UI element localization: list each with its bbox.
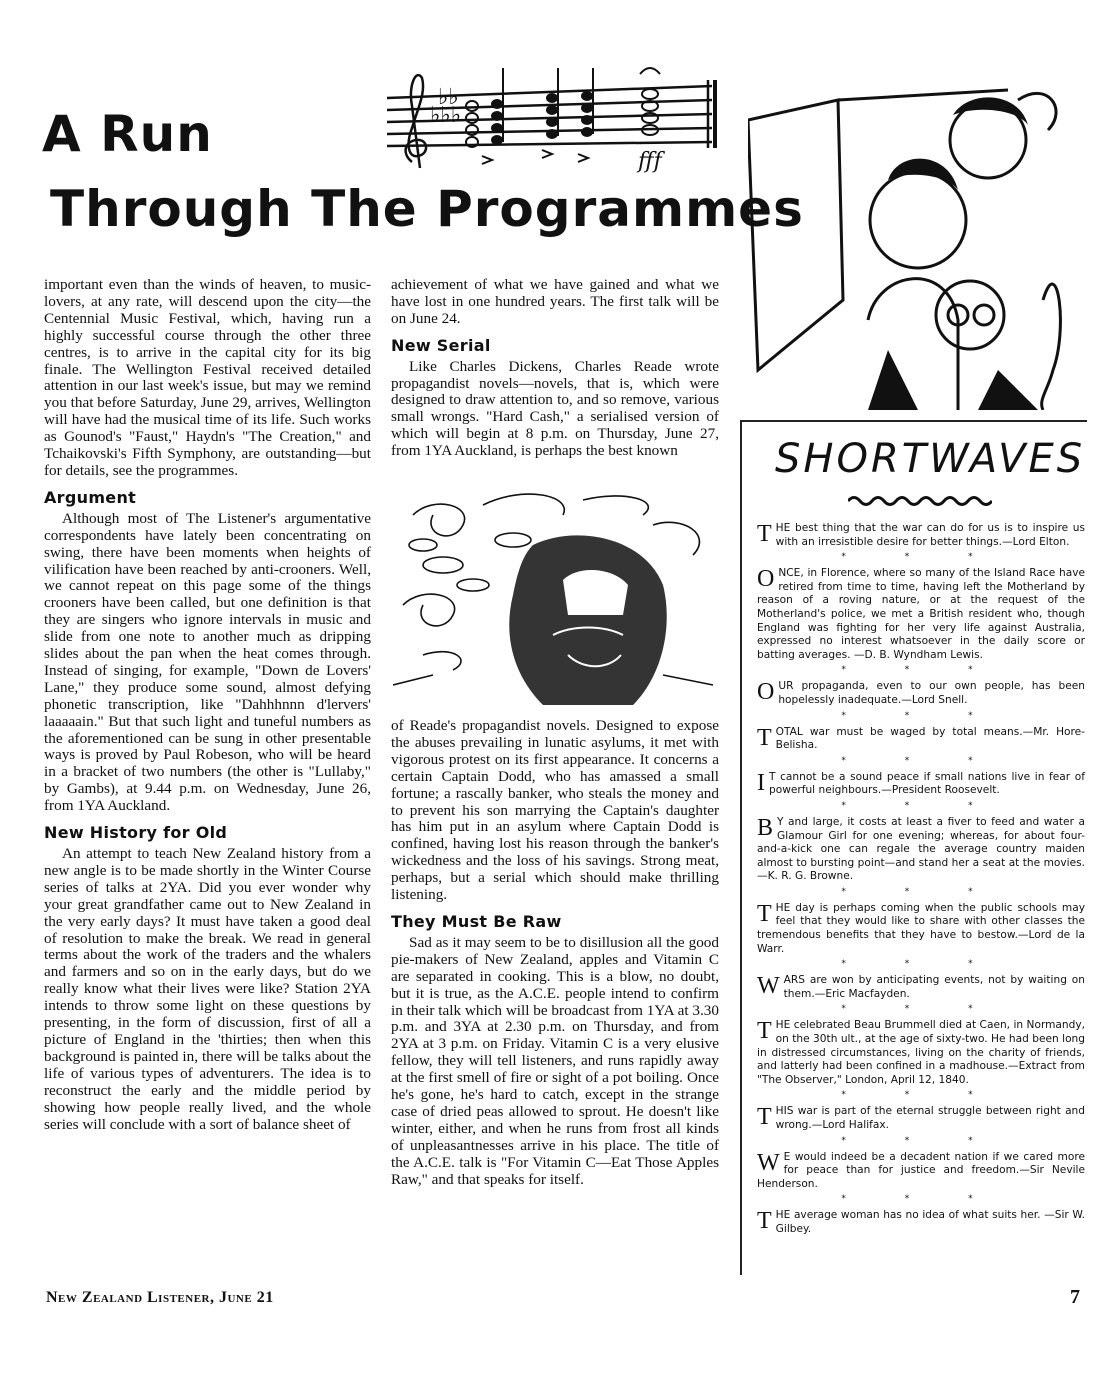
- quote-text: ARS are won by anticipating events, not by waiting on them.—Eric Macfayden.: [783, 974, 1085, 1000]
- footer-publication: New Zealand Listener, June 21: [46, 1289, 274, 1306]
- caricature-illustration: [748, 70, 1088, 410]
- star-separator: * * *: [841, 1004, 1001, 1015]
- drop-cap: I: [757, 769, 765, 796]
- svg-text:♭♭♭: ♭♭♭: [430, 103, 462, 128]
- drop-cap: T: [757, 1104, 772, 1131]
- drop-cap: B: [757, 814, 774, 841]
- music-staff-illustration: [382, 58, 718, 178]
- shortwave-quote: [757, 974, 1085, 1001]
- shortwave-quote: [757, 1151, 1085, 1192]
- shortwave-quote: [757, 726, 1085, 753]
- quote-text: HIS war is part of the eternal struggle between right and wrong.—Lord Halifax.: [775, 1105, 1085, 1131]
- intro-paragraph: important even than the winds of heaven, to music-lovers, at any rate, will descend upon the city—the Centennial Music Festival, which, having run a highly successful course through the other three centres, is to arrive in the capital city for its big finale. The Wellington Festival received detailed attention in our last week's issue, but may we remind you that before Saturday, June 29, arrives, Wellington will have had the musical time of its life. Such works as Gounod's "Faust," Haydn's "The Creation," and Tchaikovski's Fifth Symphony, are outstanding—but for details, see the programmes.: [44, 276, 371, 479]
- star-separator: * * *: [841, 665, 1001, 676]
- raw-paragraph: Sad as it may seem to be to disillusion all the good pie-makers of New Zealand, apples and Vitamin C are separated in cooking. This is a blow, no doubt, but it is true, as the A.C.E. people intend to confirm in their talk which will be broadcast from 1YA at 3.30 p.m. and 3YA at 2.30 p.m. on Thursday, and from 2YA at 3 p.m. on Friday. Vitamin C is a very elusive fellow, they will tell listeners, and runs rapidly away at the first smell of fire or sight of a pot boiling. Once he's gone, he's hard to catch, except in the strange case of dried peas allowed to sprout. He doesn't like winter, either, and when he runs from frost all kinds of unpleasantnesses arrive in his place. The title of the A.C.E. talk is "For Vitamin C—Eat Those Apples Raw," and that speaks for itself.: [391, 933, 719, 1188]
- raw-heading: They Must Be Raw: [391, 911, 562, 931]
- star-separator: * * *: [841, 552, 1001, 563]
- drop-cap: T: [757, 521, 772, 547]
- page-title-line1: A Run: [42, 105, 213, 163]
- shortwave-quote: [757, 902, 1085, 956]
- column-middle: [391, 277, 719, 460]
- serial-paragraph: Like Charles Dickens, Charles Reade wrote propagandist novels—novels, that is, which were designed to draw attention to, and so remove, various small wrongs. "Hard Cash," a serialised version of which will begin at 8 p.m. on Thursday, June 27, from 1YA Auckland, is perhaps the best known: [391, 357, 719, 460]
- quote-text: E would indeed be a decadent nation if we cared more for peace than for justice and freedom.—Sir Nevile Henderson.: [757, 1150, 1085, 1190]
- page-number: 7: [1070, 1286, 1080, 1308]
- drop-cap: T: [757, 1208, 772, 1235]
- shortwaves-list: [757, 522, 1085, 1237]
- star-separator: * * *: [841, 1090, 1001, 1101]
- drop-cap: T: [757, 900, 772, 927]
- serial-heading: New Serial: [391, 335, 491, 355]
- drop-cap: W: [757, 1149, 780, 1176]
- star-separator: * * *: [841, 886, 1001, 897]
- argument-heading: Argument: [44, 487, 137, 507]
- drop-cap: W: [757, 973, 780, 1000]
- shortwaves-title: SHORTWAVES: [775, 436, 1086, 482]
- star-separator: * * *: [841, 959, 1001, 970]
- star-separator: * * *: [841, 800, 1001, 811]
- drop-cap: O: [757, 566, 775, 593]
- shortwave-quote: [757, 1105, 1085, 1132]
- star-separator: * * *: [841, 755, 1001, 766]
- reade-illustration: [393, 485, 719, 710]
- quote-text: NCE, in Florence, where so many of the Island Race have retired from time to time, having left the Motherland by reason of a roving nature, or at the request of the Motherland's police, we met a British resident who, though England was fighting for her very life against Australia, expressed no interest whatsoever in the daily score or batting averages. —D. B. Wyndham Lewis.: [757, 567, 1085, 661]
- history-heading: New History for Old: [44, 823, 228, 843]
- quote-text: HE best thing that the war can do for us is to inspire us with an irresistible desire for better things.—Lord Elton.: [775, 522, 1085, 548]
- drop-cap: O: [757, 679, 775, 706]
- quote-text: T cannot be a sound peace if small nations live in fear of powerful neighbours.—President Roosevelt.: [769, 770, 1085, 797]
- quote-text: OTAL war must be waged by total means.—Mr. Hore-Belisha.: [775, 725, 1085, 752]
- continued-paragraph: achievement of what we have gained and what we have lost in one hundred years. The first talk will be on June 24.: [391, 276, 719, 327]
- shortwave-quote: [757, 1209, 1085, 1236]
- column-middle-lower: [391, 718, 719, 1188]
- quote-text: HE day is perhaps coming when the public schools may feel that they would like to share with other classes the tremendous benefits that they have to bestow.—Lord de la Warr.: [757, 901, 1085, 955]
- star-separator: * * *: [841, 710, 1001, 721]
- serial-continued-paragraph: of Reade's propagandist novels. Designed to expose the abuses prevailing in lunatic asylums, it met with vigorous protest on its first appearance. It concerns a certain Captain Dodd, who has amassed a small fortune; a rascally banker, who steals the money and to prevent his son marrying the Captain's daughter has him put in an asylum where Captain Dodd is confined, having lost his reason through the banker's wickedness and the loss of his savings. Strong meat, perhaps, but a serial which should make thrilling listening.: [391, 717, 719, 904]
- star-separator: * * *: [841, 1135, 1001, 1146]
- shortwave-quote: [757, 816, 1085, 884]
- history-paragraph: An attempt to teach New Zealand history from a new angle is to be made shortly in the Winter Course series of talks at 2YA. Did you ever wonder why your great grandfather came out to New Zealand in the very early days? It must have taken a good deal of resolution to make the break. We read in general terms about the work of the traders and the whalers and farmers and so on in the early days, but do we really know what their lives were like? Station 2YA intends to throw some light on these questions by presenting, in the form of discussion, first of all a picture of England in the 'thirties; then when this background is painted in, there will be talks about the life of various types of adventurers. The idea is to reconstruct the early and the middle period by showing how people really lived, and the whole series will conclude with a sort of balance sheet of: [44, 845, 371, 1133]
- shortwave-quote: [757, 567, 1085, 662]
- quote-text: Y and large, it costs at least a fiver to feed and water a Glamour Girl for one evening; whereas, for about four-and-a-kick one can regale the average country maiden almost to bursting point—and stand her a seat at the movies.—K. R. G. Browne.: [757, 815, 1085, 883]
- drop-cap: T: [757, 724, 772, 751]
- shortwave-quote: [757, 522, 1085, 549]
- star-separator: * * *: [841, 1194, 1001, 1205]
- svg-text:fff: fff: [638, 149, 662, 174]
- drop-cap: T: [757, 1018, 772, 1045]
- shortwave-quote: [757, 680, 1085, 707]
- quote-text: UR propaganda, even to our own people, has been hopelessly inadequate.—Lord Snell.: [778, 680, 1085, 706]
- argument-paragraph: Although most of The Listener's argumentative correspondents have lately been concentrating on swing, there have been moments when heights of vilification have been reached by anti-crooners. Well, we cannot repeat on this page some of the things crooners have been called, but one definition is that they are singers who ignore intervals in music and slide from one note to another much as dripping slides about the pan when the heat comes through. Instead of singing, for example, "Down de Lovers' Lane," they produce some sound, almost defying phonetic transcription, like "Dahhhnnn d'lervers' laaaaain." But that such light and tuneful numbers as the aforementioned can be sung in other presentable ways is proved by Paul Robeson, who will be heard in a bracket of two numbers (the other is "Lullaby," by Gambs), at 9.44 p.m. on Wednesday, June 26, from 1YA Auckland.: [44, 509, 371, 815]
- shortwave-quote: [757, 771, 1085, 798]
- wavy-divider: [848, 494, 992, 508]
- page-title-line2: Through The Programmes: [50, 180, 804, 238]
- svg-text:♭♭: ♭♭: [438, 85, 459, 110]
- shortwave-quote: [757, 1019, 1085, 1087]
- quote-text: HE average woman has no idea of what suits her. —Sir W. Gilbey.: [775, 1209, 1085, 1235]
- column-left: [44, 277, 371, 1133]
- quote-text: HE celebrated Beau Brummell died at Caen, in Normandy, on the 30th ult., at the age of sixty-two. He had been long in distressed circumstances, living on the charity of friends, and latterly had been confined in a madhouse.—Extract from "The Observer," London, April 12, 1840.: [757, 1019, 1085, 1086]
